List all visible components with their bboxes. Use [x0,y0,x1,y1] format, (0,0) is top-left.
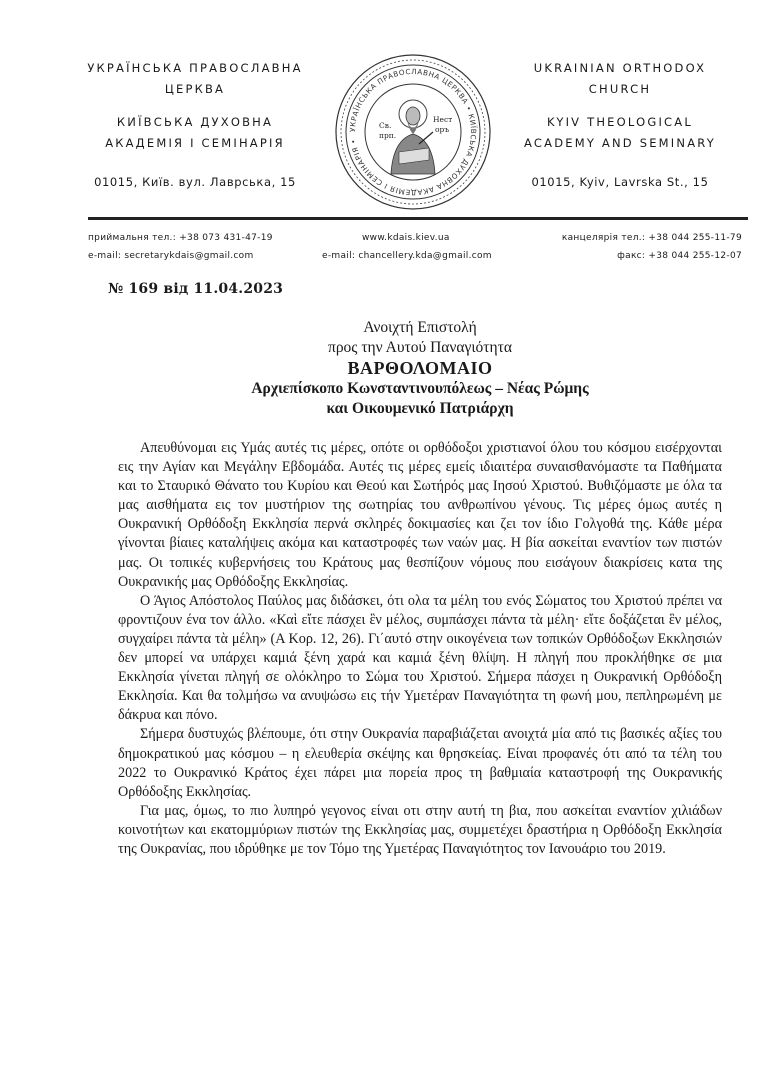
letter-body [118,439,722,859]
church-name-ua: УКРАЇНСЬКА ПРАВОСЛАВНА [87,61,303,75]
svg-text:оръ: оръ [435,125,450,134]
address-en: 01015, Kyiv, Lavrska St., 15 [531,175,709,189]
address-ua: 01015, Київ. вул. Лаврська, 15 [94,175,296,189]
header-divider [88,217,748,220]
seal-right-caption: Нест [433,115,453,124]
academy-name-en: KYIV THEOLOGICAL [547,115,693,129]
seal-left-caption: Св. [379,121,392,130]
academy-name-ua-2: АКАДЕМІЯ І СЕМІНАРІЯ [105,136,285,150]
contacts-center [322,229,492,265]
seal-emblem-icon [333,52,493,212]
website-link: www.kdais.kiev.ua [362,233,450,243]
title-addressee: ΒΑΡΘΟΛΟΜΑΙΟ [347,358,493,378]
letterhead-right [510,58,730,193]
academy-seal [333,52,493,212]
church-name-en-2: CHURCH [588,82,652,96]
document-number: № 169 від 11.04.2023 [108,281,284,297]
office-phone: канцелярія тел.: +38 044 255-11-79 [561,233,742,243]
chancellery-email: e-mail: chancellery.kda@gmail.com [322,251,492,261]
letterhead-left [60,58,330,193]
letter-title [240,318,600,418]
paragraph: Για μας, όμως, το πιο λυπηρό γεγονος είναι οτι στην αυτή τη βια, που ασκείται εναντίον χιλιάδων κοινοτήτων και εκατομμύριων πιστών της Εκκλησίας μας, συμμετέχει δραστήρια η Ορθόδοξη Εκκλησία της Ουκρανίας, που ιδρύθηκε με τον Τόμο της Υμετέρας Παναγιότητος τον Ιανουάριο του 2019. [118,802,722,857]
paragraph: Ο Άγιος Απόστολος Παύλος μας διδάσκει, ότι ολα τα μέλη του ενός Σώματος του Χριστού πρέπει να φροντιζουν ένα τον άλλο. «Καὶ εἴτε πάσχει ἓν μέλος, συμπάσχει πάντα τὰ μέλη· εἴτε δοξάζεται ἓν μέλος, συγχαίρει πάντα τὰ μέλη» (Α Κορ. 12, 26). Γι΄αυτό στην οικογένεια των τοπικών Ορθόδοξων Εκκλησιών δεν μπορεί να υπάρχει καμιά ξένη χαρά και καμιά ξένη θλίψη. Η πληγή που προκλήθηκε σε μια Εκκλησία γίνεται πληγή σε ολόκληρο το Σώμα του Χριστού. Σήμερα πάσχει η Ουκρανική Ορθόδοξη Εκκλησία. Και θα τολμήσω να ανυψώσω εις τήν Υμετέραν Παναγιότητα τη φωνή μου, πεπληρωμένη με δάκρυα και πόνο. [118,592,722,724]
title-line-5: και Οικουμενικό Πατριάρχη [326,399,514,417]
seal-ring-text: УКРАЇНСЬКА ПРАВОСЛАВНА ЦЕРКВА • КИЇВСЬКА ДУХОВНА АКАДЕМІЯ І СЕМІНАРІЯ • [347,66,479,198]
title-line-2: προς την Αυτού Παναγιότητα [328,338,512,356]
svg-text:прп.: прп. [379,131,397,140]
paragraph: Απευθύνομαι εις Υμάς αυτές τις μέρες, οπότε οι ορθόδοξοι χριστιανοί όλου του κόσμου εισέρχονται εις την Αγίαν και Μεγάλην Εβδομάδα. Αυτές τις μέρες εμείς ιδιαιτέρα συναισθανόμαστε τα Παθήματα και το Σταυρικό Θάνατο του Κυρίου και Θεού και Σωτήρός μας Ιησού Χριστού. Βυθιζόμαστε με όλα τα μας αισθήματα εις τον μυστήριον της σωτηρίας του ανθρωπίνου γένους. Τις μέρες όμως αυτές η Ουκρανική Ορθόδοξη Εκκλησία περνά σκληρές δοκιμασίες και ζει τον ίδιο Γολγοθά της. Κάθε μέρα γίνονται βίαιες καταλήψεις ακόμα και καταστροφές των ναών μας. Η βία ασκείται εναντίον των πιστών μας. Οι τοπικές κυβερνήσεις του Κράτους μας θεσπίζουν νόμους που εισάγουν διακρίσεις κατα της Ουκρανικής μας Ορθόδοξης Εκκλησίας. [118,440,722,590]
title-line-1: Ανοιχτή Επιστολή [363,319,477,336]
church-name-en: UKRAINIAN ORTHODOX [533,61,707,75]
reception-phone: приймальня тел.: +38 073 431-47-19 [88,233,273,243]
academy-name-en-2: ACADEMY AND SEMINARY [524,136,716,150]
academy-name-ua: КИЇВСЬКА ДУХОВНА [116,115,274,129]
church-name-ua-2: ЦЕРКВА [164,82,226,96]
contacts-left [88,229,273,265]
contacts-right [562,229,742,265]
fax-number: факс: +38 044 255-12-07 [617,251,742,261]
secretary-email: e-mail: secretarykdais@gmail.com [88,251,254,261]
title-line-4: Αρχιεπίσκοπο Κωνσταντινουπόλεως – Νέας Ρώμης [251,380,589,397]
paragraph: Σήμερα δυστυχώς βλέπουμε, ότι στην Ουκρανία παραβιάζεται ανοιχτά μία από τις βασικές αξίες του δημοκρατικού μας κόσμου – η ελευθερία σκέψης και θρησκείας. Είναι προφανές ότι από τα τέλη του 2022 το Ουκρανικό Κράτος έχει πάρει μια πορεία προς τη βαθμιαία καταστροφή της Ουκρανικής Ορθόδοξης Εκκλησίας. [118,726,722,800]
